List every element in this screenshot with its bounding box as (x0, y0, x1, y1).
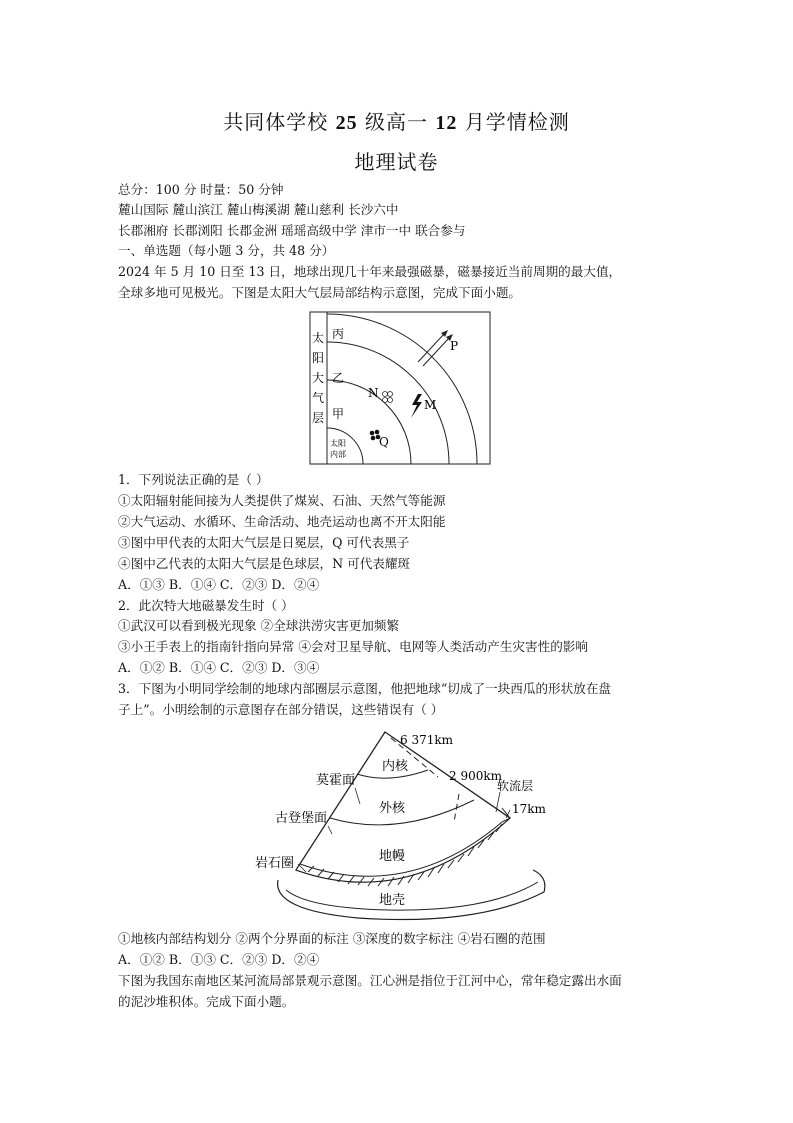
next-intro-2: 的泥沙堆积体。完成下面小题。 (118, 994, 295, 1009)
flare-bolt-icon (411, 394, 422, 418)
q2-options-3-4: ③小王手表上的指南针指向异常 ④会对卫星导航、电网等人类活动产生灾害性的影响 (118, 639, 588, 654)
layer-jia-label: 甲 (332, 407, 345, 421)
label-m: M (424, 398, 437, 412)
q3-choices: A．①② B．①③ C．②③ D．②④ (118, 952, 320, 967)
schools-line-2: 长郡湘府 长郡浏阳 长郡金洲 瑶瑶高级中学 津市一中 联合参与 (118, 223, 466, 238)
layer-yi-label: 乙 (332, 371, 345, 385)
intro-line-2: 全球多地可见极光。下图是太阳大气层局部结构示意图，完成下面小题。 (118, 285, 521, 300)
title-part-a: 共同体学校 (223, 110, 329, 134)
q1-option-4: ④图中乙代表的太阳大气层是色球层，N 可代表耀斑 (118, 556, 411, 571)
earth-interior-figure (248, 722, 558, 928)
sun-interior-label-2: 内部 (330, 450, 346, 459)
label-q: Q (379, 435, 389, 449)
next-intro-1: 下图为我国东南地区某河流局部景观示意图。江心洲是指位于江河中心，常年稳定露出水面 (118, 973, 622, 988)
moho-label: 莫霍面 (316, 773, 356, 788)
q1-option-1: ①太阳辐射能间接为人类提供了煤炭、石油、天然气等能源 (118, 493, 446, 508)
q1-option-2: ②大气运动、水循环、生命活动、地壳运动也离不开太阳能 (118, 514, 446, 529)
schools-line-1: 麓山国际 麓山滨江 麓山梅溪湖 麓山慈利 长沙六中 (118, 202, 399, 217)
intro-line-1: 2024 年 5 月 10 日至 13 日，地球出现几十年来最强磁暴，磁暴接近当前周期的最大值， (118, 264, 622, 279)
inner-core-label: 内核 (382, 759, 409, 774)
depth-6371-label: 6 371km (400, 733, 454, 747)
q1-option-3: ③图中甲代表的太阳大气层是日冕层，Q 可代表黑子 (118, 535, 410, 550)
title-month-number: 12 (435, 112, 458, 134)
faculae-icon (383, 392, 393, 403)
q2-stem: 2．此次特大地磁暴发生时（ ） (118, 598, 294, 613)
q1-choices: A．①③ B．①④ C．②③ D．②④ (118, 577, 320, 592)
q3-options: ①地核内部结构划分 ②两个分界面的标注 ③深度的数字标注 ④岩石圈的范围 (118, 931, 546, 946)
side-label-char-1: 太 (311, 331, 325, 345)
score-time: 总分：100 分 时量：50 分钟 (118, 182, 284, 197)
crust-label: 地壳 (379, 893, 406, 908)
exam-subtitle: 地理试卷 (354, 150, 439, 174)
q2-choices: A．①② B．①④ C．②③ D．③④ (118, 660, 320, 675)
q3-stem-1: 3．下图为小明同学绘制的地球内部圈层示意图，他把地球“切成了一块西瓜的形状放在盘 (118, 681, 612, 696)
depth-2900-label: 2 900km (449, 769, 503, 783)
outer-core-label: 外核 (379, 801, 406, 816)
side-label-char-4: 气 (311, 391, 325, 405)
q1-stem: 1．下列说法正确的是（ ） (118, 472, 269, 487)
section-heading: 一、单选题（每小题 3 分，共 48 分） (118, 243, 335, 258)
asthenosphere-label: 软流层 (497, 779, 534, 793)
mantle-label: 地幔 (379, 849, 406, 864)
q3-stem-2: 子上”。小明绘制的示意图存在部分错误，这些错误有（ ） (118, 702, 444, 717)
lithosphere-label: 岩石圈 (255, 856, 295, 871)
side-label-char-5: 层 (311, 411, 325, 425)
title-grade-number: 25 (335, 112, 358, 134)
label-n: N (368, 386, 379, 400)
label-p: P (450, 339, 459, 353)
q2-options-1-2: ①武汉可以看到极光现象 ②全球洪涝灾害更加频繁 (118, 618, 400, 633)
title-part-c: 月学情检测 (464, 110, 570, 134)
layer-bing-label: 丙 (332, 327, 345, 341)
exam-title (0, 106, 793, 135)
sun-interior-label-1: 太阳 (330, 439, 346, 448)
side-label-char-3: 大 (311, 371, 325, 385)
gutenberg-label: 古登堡面 (275, 811, 328, 826)
depth-17-label: 17km (512, 802, 546, 816)
solar-atmosphere-figure (300, 306, 500, 466)
side-label-char-2: 阳 (311, 351, 325, 365)
title-part-b: 级高一 (365, 110, 428, 134)
